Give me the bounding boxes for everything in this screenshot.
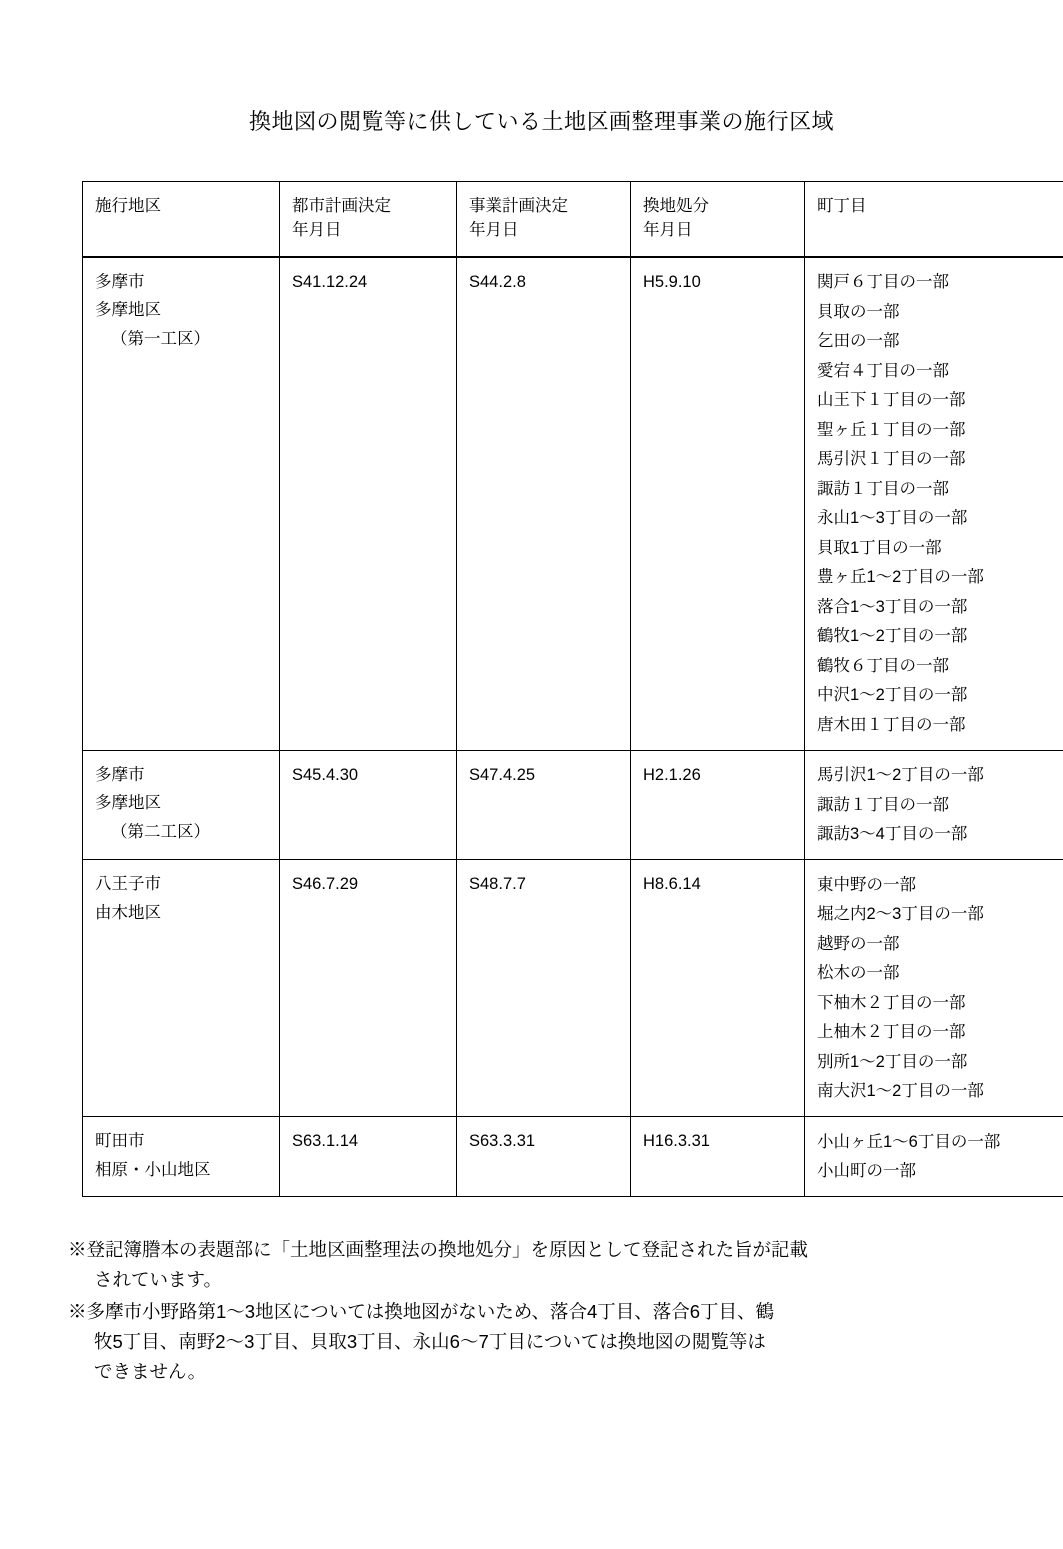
cell-district: 多摩市 多摩地区 （第二工区）	[83, 750, 280, 860]
cell-places: 小山ヶ丘1～6丁目の一部 小山町の一部	[805, 1117, 1063, 1197]
cell-places: 関戸６丁目の一部 貝取の一部 乞田の一部 愛宕４丁目の一部 山王下１丁目の一部 聖ヶ丘１丁目の一部 馬引沢１丁目の一部 諏訪１丁目の一部 永山1～3丁目の一部 貝取1丁目の一部 豊ヶ丘1～2丁目の一部 落合1～3丁目の一部 鶴牧1～2丁目の一部 鶴牧６丁目の一部 中沢1～2丁目の一部 唐木田１丁目の一部	[805, 257, 1063, 751]
cell-district: 八王子市 由木地区	[83, 860, 280, 1117]
cell-places: 東中野の一部 堀之内2～3丁目の一部 越野の一部 松木の一部 下柚木２丁目の一部 上柚木２丁目の一部 別所1～2丁目の一部 南大沢1～2丁目の一部	[805, 860, 1063, 1117]
cell-city-plan-date: S45.4.30	[280, 750, 457, 860]
land-readjustment-table	[82, 181, 1063, 1197]
table-header	[83, 182, 1063, 257]
cell-project-plan-date: S48.7.7	[457, 860, 631, 1117]
column-header-district: 施行地区	[83, 182, 280, 257]
cell-city-plan-date: S41.12.24	[280, 257, 457, 751]
table-row	[83, 257, 1063, 751]
cell-district: 多摩市 多摩地区 （第一工区）	[83, 257, 280, 751]
table-header-row	[83, 182, 1063, 257]
table-body	[83, 257, 1063, 1197]
footnote-item: ※多摩市小野路第1～3地区については換地図がないため、落合4丁目、落合6丁目、鶴 牧5丁目、南野2～3丁目、貝取3丁目、永山6～7丁目については換地図の閲覧等は できません。	[68, 1301, 775, 1383]
cell-city-plan-date: S63.1.14	[280, 1117, 457, 1197]
land-readjustment-table-wrapper	[82, 181, 1001, 1197]
table-row	[83, 860, 1063, 1117]
cell-district: 町田市 相原・小山地区	[83, 1117, 280, 1197]
table-row	[83, 1117, 1063, 1197]
page-title: 換地図の閲覧等に供している土地区画整理事業の施行区域	[248, 109, 834, 134]
cell-project-plan-date: S63.3.31	[457, 1117, 631, 1197]
cell-replotting-date: H16.3.31	[631, 1117, 805, 1197]
footnotes	[68, 1235, 998, 1387]
footnote-item: ※登記簿謄本の表題部に「土地区画整理法の換地処分」を原因として登記された旨が記載 されています。	[68, 1239, 809, 1291]
cell-replotting-date: H2.1.26	[631, 750, 805, 860]
cell-city-plan-date: S46.7.29	[280, 860, 457, 1117]
column-header-project-plan-date: 事業計画決定 年月日	[457, 182, 631, 257]
cell-replotting-date: H5.9.10	[631, 257, 805, 751]
column-header-city-plan-date: 都市計画決定 年月日	[280, 182, 457, 257]
cell-project-plan-date: S47.4.25	[457, 750, 631, 860]
cell-places: 馬引沢1～2丁目の一部 諏訪１丁目の一部 諏訪3～4丁目の一部	[805, 750, 1063, 860]
table-row	[83, 750, 1063, 860]
cell-project-plan-date: S44.2.8	[457, 257, 631, 751]
column-header-replotting-date: 換地処分 年月日	[631, 182, 805, 257]
cell-replotting-date: H8.6.14	[631, 860, 805, 1117]
column-header-places: 町丁目	[805, 182, 1063, 257]
